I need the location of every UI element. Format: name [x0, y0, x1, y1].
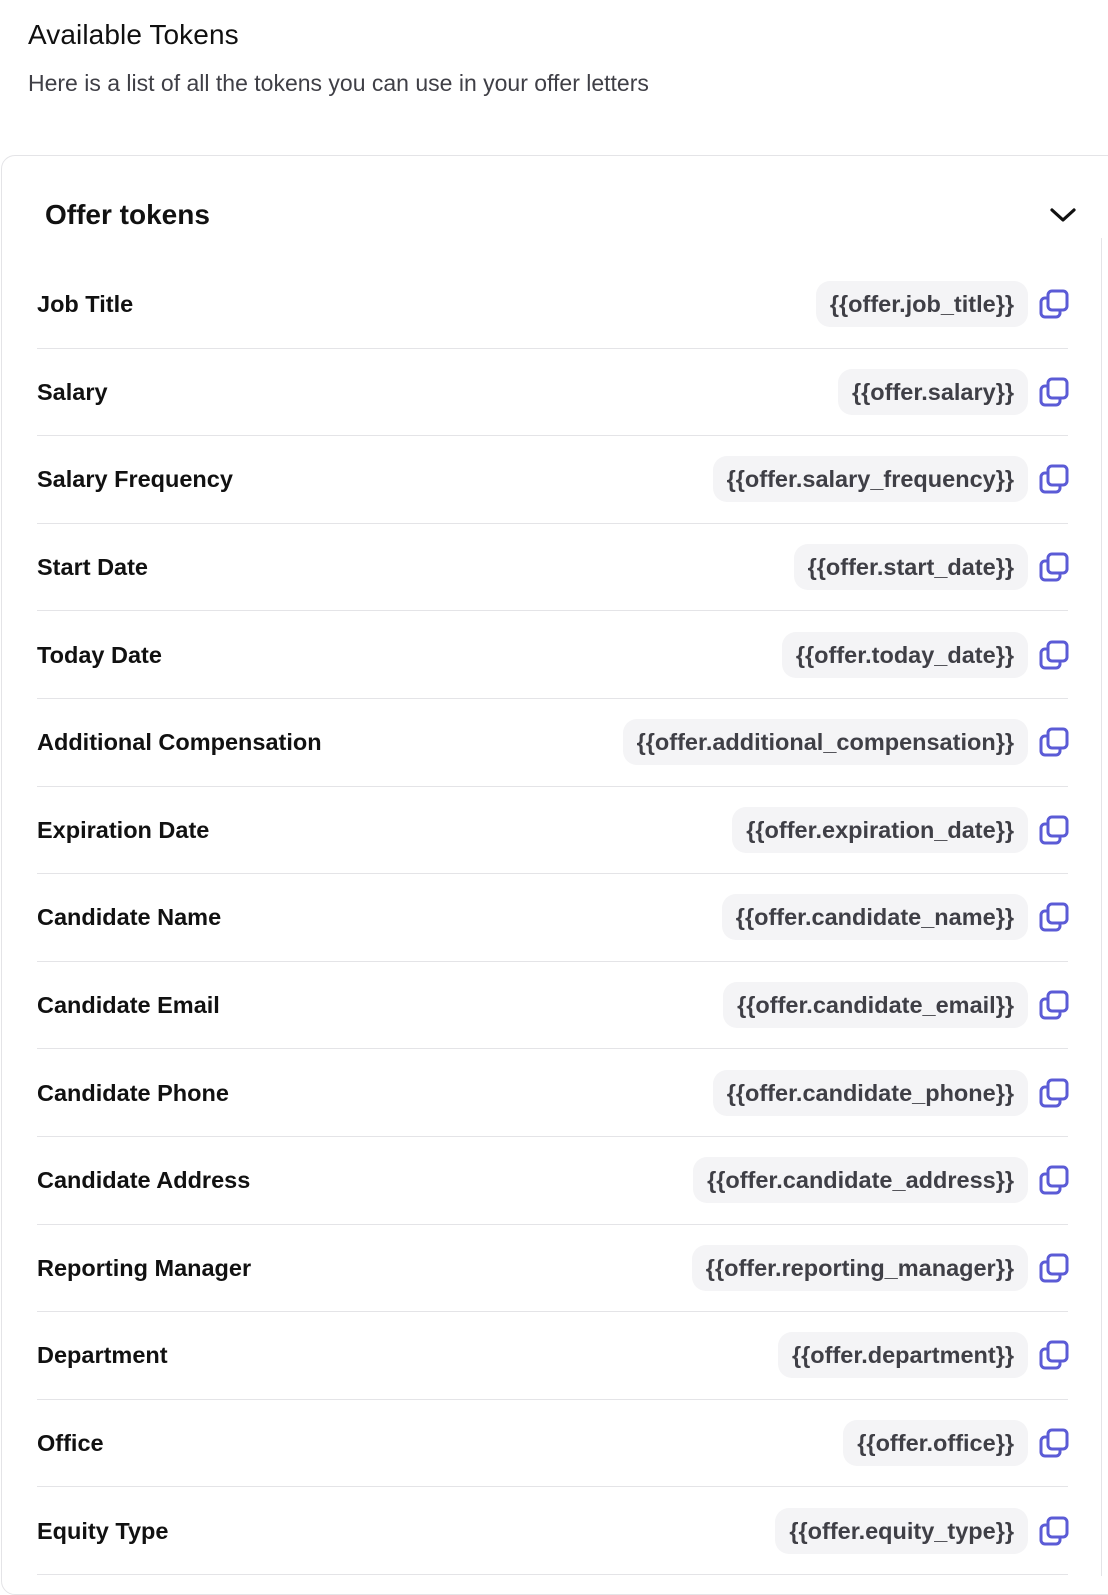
token-actions [722, 894, 1068, 940]
token-actions [713, 456, 1068, 502]
copy-button[interactable] [1036, 724, 1072, 760]
copy-icon [1038, 1427, 1070, 1459]
token-chip: {{offer.expiration_date}} [732, 807, 1028, 853]
collapse-toggle-button[interactable] [1046, 198, 1080, 232]
copy-icon [1038, 288, 1070, 320]
token-chip: {{offer.department}} [778, 1332, 1028, 1378]
token-chip: {{offer.salary_frequency}} [713, 456, 1028, 502]
token-chip: {{offer.start_date}} [794, 544, 1028, 590]
token-actions [723, 982, 1068, 1028]
token-actions [713, 1070, 1068, 1116]
copy-button[interactable] [1036, 374, 1072, 410]
chevron-down-icon [1050, 207, 1076, 223]
token-actions [778, 1332, 1068, 1378]
token-label: Salary Frequency [37, 466, 233, 493]
token-actions [838, 369, 1068, 415]
copy-icon [1038, 551, 1070, 583]
token-label: Candidate Phone [37, 1079, 229, 1106]
token-actions [843, 1420, 1068, 1466]
offer-tokens-panel [1, 155, 1108, 1595]
token-row-9 [37, 1049, 1068, 1137]
copy-icon [1038, 901, 1070, 933]
token-row-0 [37, 261, 1068, 349]
token-label: Office [37, 1430, 104, 1457]
token-chip: {{offer.today_date}} [782, 632, 1028, 678]
copy-button[interactable] [1036, 987, 1072, 1023]
token-chip: {{offer.candidate_address}} [693, 1157, 1028, 1203]
token-row-7 [37, 874, 1068, 962]
offer-tokens-header[interactable] [45, 198, 1080, 232]
copy-icon [1038, 1252, 1070, 1284]
copy-button[interactable] [1036, 1162, 1072, 1198]
copy-button[interactable] [1036, 637, 1072, 673]
token-chip: {{offer.salary}} [838, 369, 1028, 415]
copy-icon [1038, 1077, 1070, 1109]
token-actions [816, 281, 1068, 327]
token-chip: {{offer.equity_type}} [775, 1508, 1028, 1554]
token-label: Salary [37, 378, 108, 405]
token-row-12 [37, 1312, 1068, 1400]
token-label: Today Date [37, 641, 162, 668]
copy-icon [1038, 376, 1070, 408]
token-label: Candidate Name [37, 904, 222, 931]
token-chip: {{offer.candidate_email}} [723, 982, 1028, 1028]
token-label: Candidate Email [37, 992, 220, 1019]
token-label: Equity Type [37, 1517, 169, 1544]
token-actions [775, 1508, 1068, 1554]
copy-button[interactable] [1036, 1250, 1072, 1286]
token-row-2 [37, 436, 1068, 524]
token-actions [794, 544, 1068, 590]
token-row-1 [37, 349, 1068, 437]
copy-button[interactable] [1036, 1425, 1072, 1461]
token-row-3 [37, 524, 1068, 612]
token-actions [732, 807, 1068, 853]
token-chip: {{offer.candidate_phone}} [713, 1070, 1028, 1116]
copy-icon [1038, 814, 1070, 846]
token-chip: {{offer.job_title}} [816, 281, 1028, 327]
token-actions [693, 1157, 1068, 1203]
copy-icon [1038, 726, 1070, 758]
token-label: Job Title [37, 291, 134, 318]
copy-button[interactable] [1036, 812, 1072, 848]
panel-edge [1101, 238, 1103, 1576]
section-title: Offer tokens [45, 199, 210, 230]
token-actions [623, 719, 1068, 765]
copy-icon [1038, 1515, 1070, 1547]
page-title: Available Tokens [28, 19, 239, 50]
token-row-11 [37, 1225, 1068, 1313]
copy-icon [1038, 463, 1070, 495]
token-label: Start Date [37, 554, 149, 581]
token-chip: {{offer.office}} [843, 1420, 1028, 1466]
copy-icon [1038, 639, 1070, 671]
copy-button[interactable] [1036, 899, 1072, 935]
token-label: Additional Compensation [37, 729, 322, 756]
copy-button[interactable] [1036, 549, 1072, 585]
token-row-10 [37, 1137, 1068, 1225]
token-chip: {{offer.additional_compensation}} [623, 719, 1028, 765]
page-header [28, 18, 1088, 98]
token-label: Department [37, 1342, 168, 1369]
page-subtitle: Here is a list of all the tokens you can use in your offer letters [28, 70, 649, 96]
copy-button[interactable] [1036, 1513, 1072, 1549]
token-row-14 [37, 1487, 1068, 1575]
copy-icon [1038, 989, 1070, 1021]
token-row-5 [37, 699, 1068, 787]
token-row-13 [37, 1400, 1068, 1488]
token-chip: {{offer.reporting_manager}} [692, 1245, 1028, 1291]
copy-icon [1038, 1339, 1070, 1371]
token-actions [692, 1245, 1068, 1291]
copy-button[interactable] [1036, 461, 1072, 497]
token-label: Candidate Address [37, 1167, 251, 1194]
token-actions [782, 632, 1068, 678]
token-chip: {{offer.candidate_name}} [722, 894, 1028, 940]
token-list [37, 261, 1068, 1575]
copy-button[interactable] [1036, 1337, 1072, 1373]
token-row-6 [37, 787, 1068, 875]
copy-icon [1038, 1164, 1070, 1196]
copy-button[interactable] [1036, 286, 1072, 322]
token-label: Expiration Date [37, 816, 210, 843]
copy-button[interactable] [1036, 1075, 1072, 1111]
token-row-4 [37, 611, 1068, 699]
token-label: Reporting Manager [37, 1254, 252, 1281]
token-row-8 [37, 962, 1068, 1050]
